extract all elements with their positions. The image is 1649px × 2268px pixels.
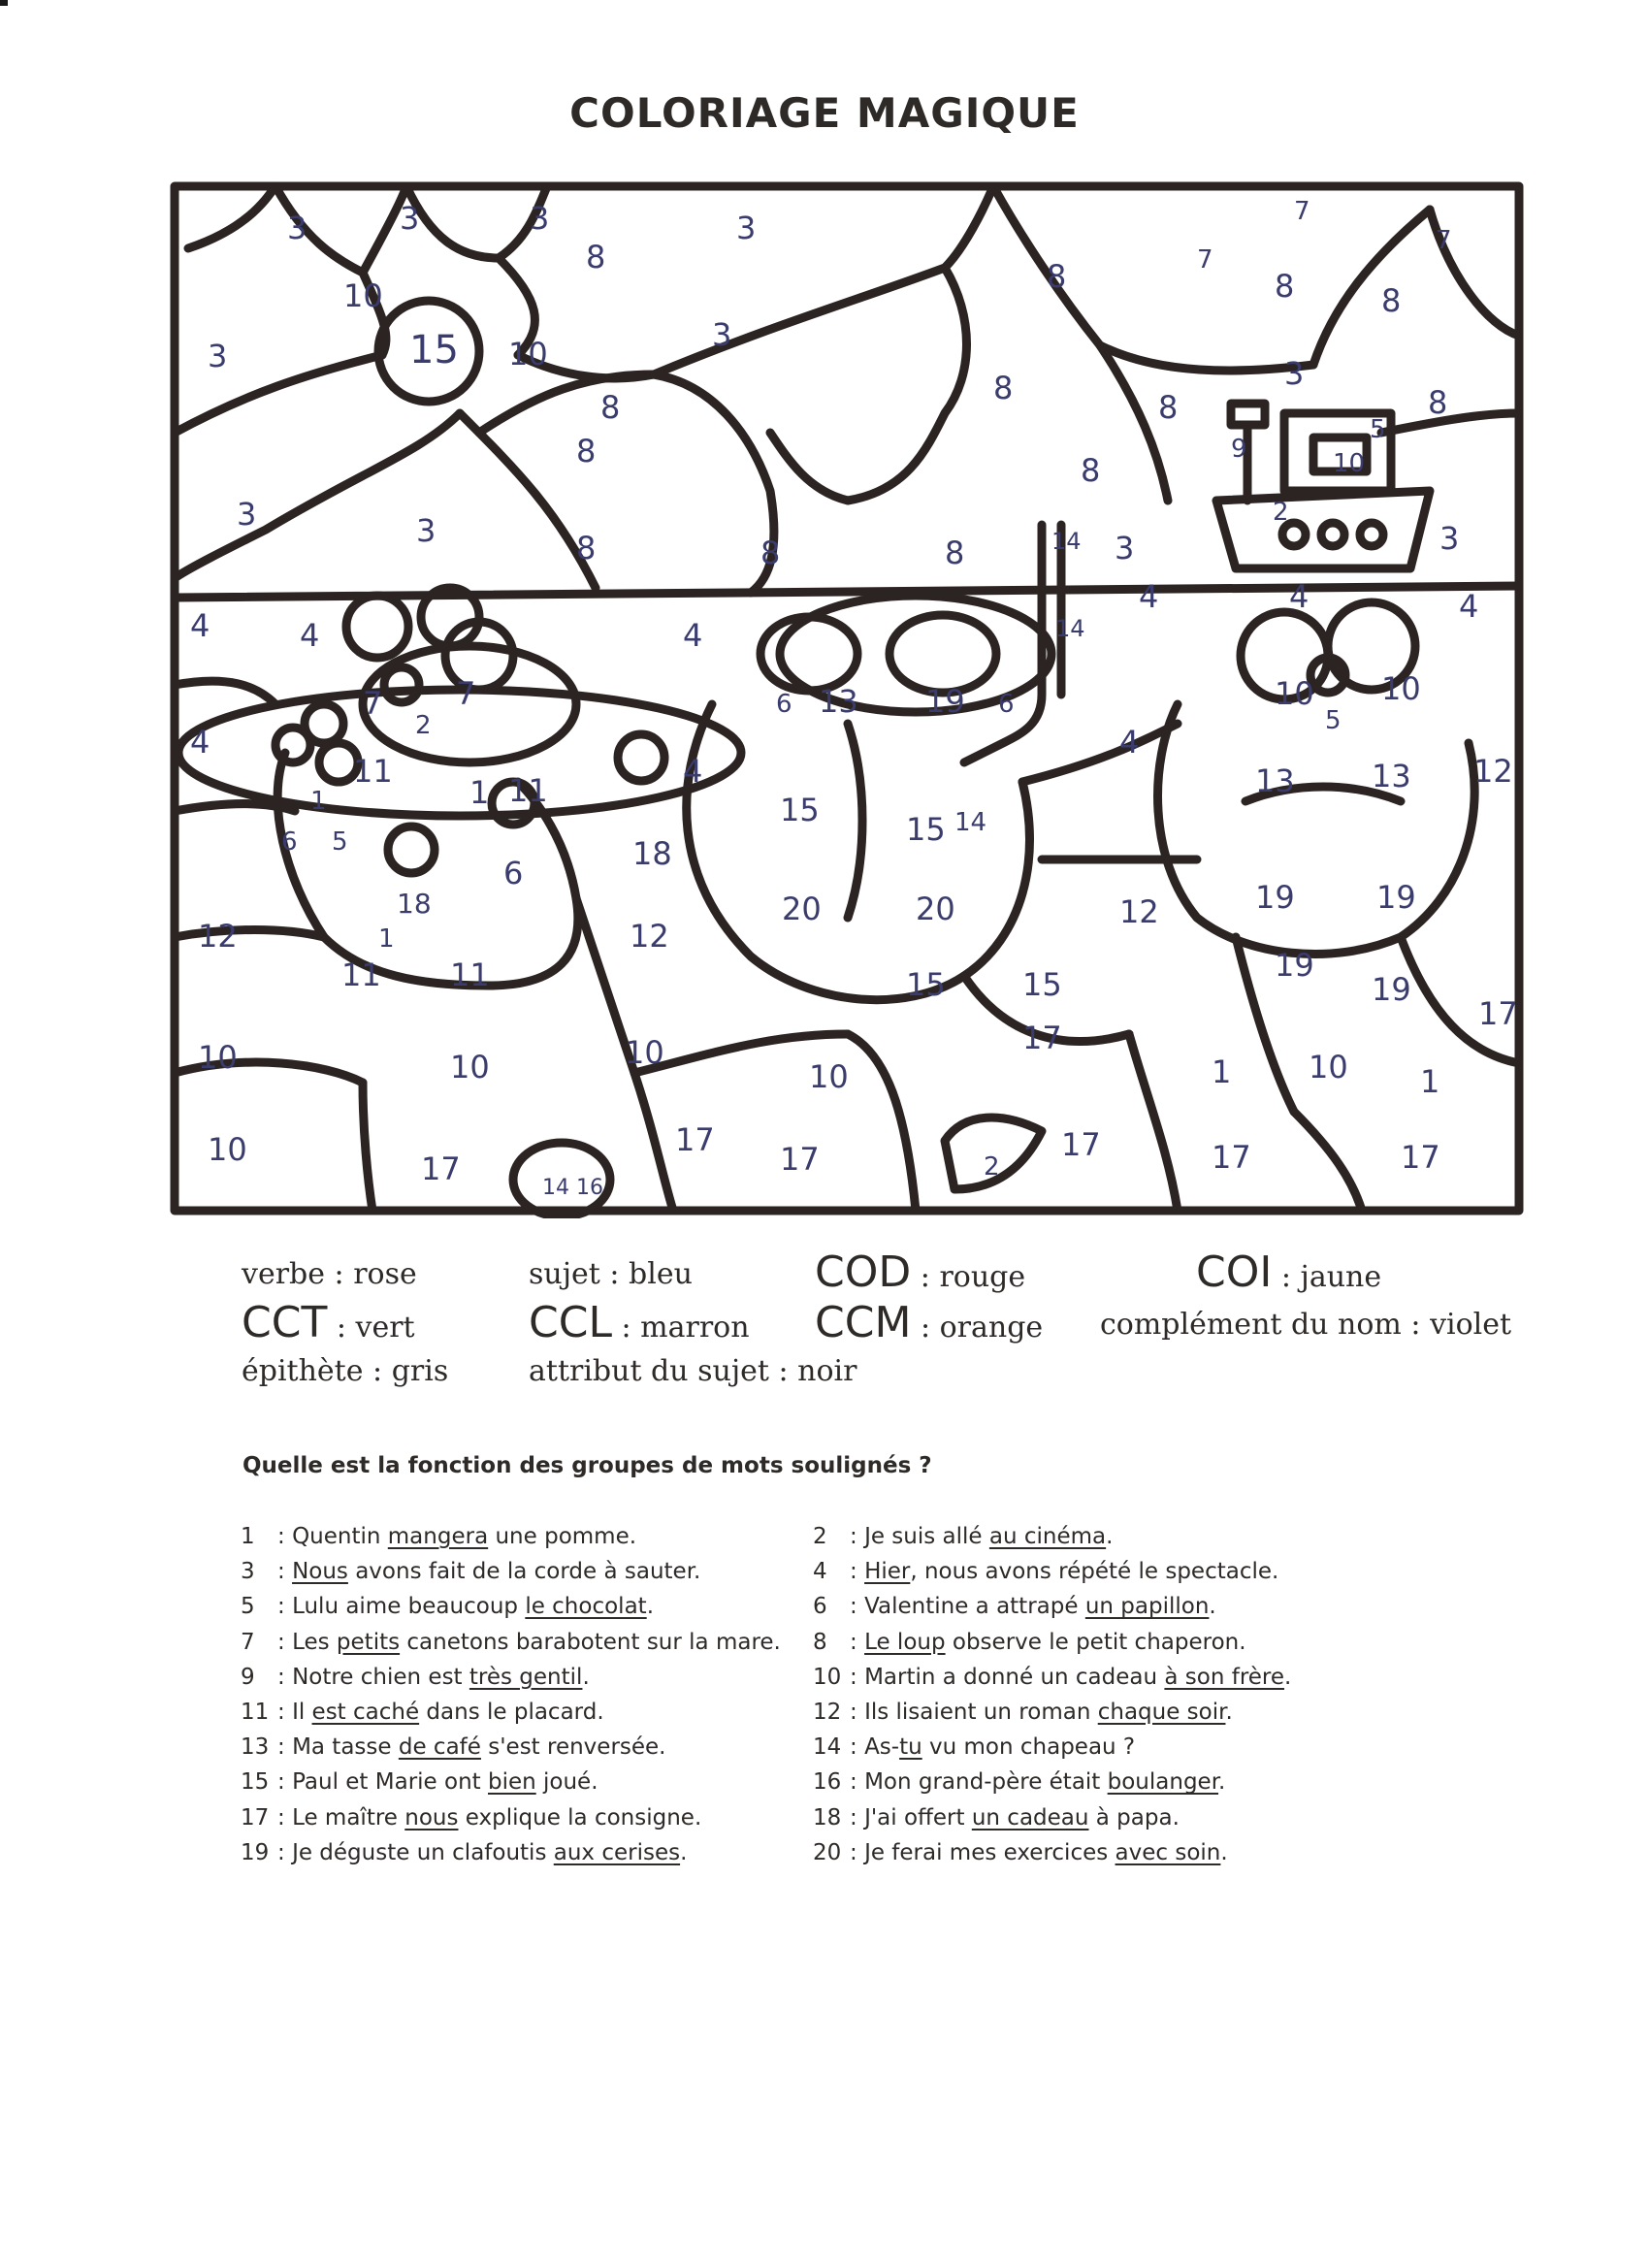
page-title: COLORIAGE MAGIQUE bbox=[569, 89, 1080, 137]
svg-text:4: 4 bbox=[1459, 588, 1479, 625]
sentences-right-column bbox=[813, 1519, 1291, 1870]
underlined-group: est caché bbox=[311, 1699, 420, 1725]
svg-text:20: 20 bbox=[916, 891, 955, 927]
svg-text:10: 10 bbox=[1275, 675, 1314, 712]
svg-text:3: 3 bbox=[1439, 520, 1460, 557]
underlined-group: Nous bbox=[292, 1559, 348, 1585]
region-number: 3 bbox=[287, 210, 307, 246]
svg-text:3: 3 bbox=[237, 496, 257, 533]
sentence-item: 15 : Paul et Marie ont bien joué. bbox=[241, 1769, 598, 1796]
legend-ccm: CCM : orange bbox=[815, 1298, 1044, 1347]
svg-text:8: 8 bbox=[1047, 258, 1067, 295]
sentence-item: 2 : Je suis allé au cinéma. bbox=[813, 1524, 1114, 1549]
svg-text:8: 8 bbox=[993, 370, 1014, 406]
coloring-drawing bbox=[169, 180, 1527, 1218]
underlined-group: avec soin bbox=[1115, 1839, 1221, 1865]
svg-text:11: 11 bbox=[450, 956, 490, 993]
svg-text:13: 13 bbox=[819, 683, 858, 720]
sentence-item: 12 : Ils lisaient un roman chaque soir. bbox=[813, 1699, 1233, 1725]
svg-text:19: 19 bbox=[1275, 947, 1314, 984]
svg-text:8: 8 bbox=[1428, 384, 1448, 421]
svg-text:9: 9 bbox=[1231, 435, 1247, 464]
svg-text:15: 15 bbox=[1022, 966, 1062, 1003]
snorkel bbox=[964, 525, 1042, 762]
sentence-item: 7 : Les petits canetons barabotent sur la mare. bbox=[241, 1629, 781, 1655]
svg-text:12: 12 bbox=[198, 918, 238, 955]
sentence-item: 4 : Hier, nous avons répété le spectacle. bbox=[813, 1559, 1279, 1585]
underlined-group: à son frère bbox=[1164, 1664, 1285, 1690]
svg-text:14 16: 14 16 bbox=[542, 1176, 603, 1200]
svg-text:17: 17 bbox=[1022, 1020, 1062, 1056]
svg-text:3: 3 bbox=[416, 512, 436, 549]
svg-text:4: 4 bbox=[683, 753, 703, 790]
svg-text:3: 3 bbox=[1115, 530, 1135, 567]
svg-text:8: 8 bbox=[945, 535, 965, 571]
svg-text:7: 7 bbox=[1197, 245, 1213, 275]
svg-text:8: 8 bbox=[586, 239, 606, 275]
svg-text:12: 12 bbox=[1119, 893, 1159, 930]
svg-text:15: 15 bbox=[409, 328, 459, 373]
sentence-item: 14 : As-tu vu mon chapeau ? bbox=[813, 1734, 1136, 1761]
svg-text:7: 7 bbox=[456, 675, 476, 712]
underlined-group: tu bbox=[899, 1734, 922, 1761]
svg-text:11: 11 bbox=[353, 753, 393, 790]
svg-text:10: 10 bbox=[1333, 449, 1366, 478]
sentence-item: 18 : J'ai offert un cadeau à papa. bbox=[813, 1804, 1180, 1831]
underlined-group: aux cerises bbox=[553, 1839, 681, 1865]
sentence-item: 5 : Lulu aime beaucoup le chocolat. bbox=[241, 1594, 654, 1620]
svg-text:11: 11 bbox=[341, 956, 381, 993]
svg-text:13: 13 bbox=[1372, 758, 1411, 794]
sentence-item: 17 : Le maître nous explique la consigne. bbox=[241, 1804, 702, 1831]
sentence-item: 3 : Nous avons fait de la corde à sauter. bbox=[241, 1559, 701, 1585]
sentence-item: 16 : Mon grand-père était boulanger. bbox=[813, 1769, 1226, 1796]
legend-attribut: attribut du sujet : noir bbox=[529, 1354, 857, 1388]
svg-text:13: 13 bbox=[1255, 762, 1295, 799]
sentence-item: 1 : Quentin mangera une pomme. bbox=[241, 1524, 637, 1549]
svg-text:1: 1 bbox=[1212, 1053, 1232, 1090]
underlined-group: de café bbox=[398, 1734, 481, 1761]
svg-text:19: 19 bbox=[1376, 879, 1416, 916]
svg-text:1: 1 bbox=[378, 924, 395, 954]
sentence-item: 8 : Le loup observe le petit chaperon. bbox=[813, 1629, 1246, 1655]
svg-text:17: 17 bbox=[1401, 1139, 1440, 1176]
svg-text:4: 4 bbox=[300, 617, 320, 654]
svg-text:17: 17 bbox=[1212, 1139, 1251, 1176]
svg-text:18: 18 bbox=[397, 888, 432, 920]
svg-text:3: 3 bbox=[736, 210, 757, 246]
svg-text:17: 17 bbox=[421, 1150, 461, 1187]
svg-text:17: 17 bbox=[1478, 995, 1518, 1032]
svg-text:4: 4 bbox=[683, 617, 703, 654]
svg-text:10: 10 bbox=[198, 1039, 238, 1076]
svg-text:5: 5 bbox=[1370, 415, 1386, 444]
svg-text:10: 10 bbox=[450, 1049, 490, 1085]
svg-text:6: 6 bbox=[998, 690, 1015, 719]
svg-text:8: 8 bbox=[1158, 389, 1179, 426]
svg-text:8: 8 bbox=[576, 433, 597, 470]
svg-text:10: 10 bbox=[1309, 1049, 1348, 1085]
svg-text:17: 17 bbox=[780, 1141, 820, 1178]
svg-text:2: 2 bbox=[984, 1152, 1000, 1182]
svg-text:6: 6 bbox=[503, 855, 524, 891]
svg-text:1: 1 bbox=[469, 774, 490, 811]
legend-cod: COD : rouge bbox=[815, 1247, 1026, 1297]
svg-text:14: 14 bbox=[1051, 528, 1082, 555]
underlined-group: très gentil bbox=[469, 1664, 583, 1690]
svg-text:8: 8 bbox=[576, 530, 597, 567]
svg-text:14: 14 bbox=[954, 808, 987, 837]
svg-text:5: 5 bbox=[332, 827, 348, 857]
svg-text:1: 1 bbox=[1420, 1063, 1440, 1100]
svg-text:15: 15 bbox=[906, 811, 946, 848]
svg-text:10: 10 bbox=[809, 1058, 849, 1095]
sentence-item: 11 : Il est caché dans le placard. bbox=[241, 1699, 604, 1725]
underlined-group: chaque soir bbox=[1097, 1699, 1226, 1725]
underlined-group: bien bbox=[487, 1769, 536, 1796]
exercise-question: Quelle est la fonction des groupes de mots soulignés ? bbox=[242, 1453, 932, 1478]
svg-text:12: 12 bbox=[1473, 753, 1513, 790]
scan-corner-mark bbox=[0, 0, 8, 6]
svg-text:15: 15 bbox=[780, 792, 820, 828]
svg-text:20: 20 bbox=[782, 891, 822, 927]
legend-ccl: CCL : marron bbox=[529, 1298, 750, 1347]
sentence-item: 10 : Martin a donné un cadeau à son frère. bbox=[813, 1664, 1292, 1690]
legend-cct: CCT : vert bbox=[242, 1298, 415, 1347]
legend-epithete: épithète : gris bbox=[242, 1354, 449, 1388]
svg-text:3: 3 bbox=[208, 338, 228, 374]
svg-text:10: 10 bbox=[625, 1034, 664, 1071]
svg-text:3: 3 bbox=[530, 200, 550, 237]
legend-complement-du-nom: complément du nom : violet bbox=[1100, 1308, 1512, 1342]
sentence-item: 20 : Je ferai mes exercices avec soin. bbox=[813, 1839, 1228, 1865]
svg-text:3: 3 bbox=[712, 316, 732, 353]
svg-text:8: 8 bbox=[1081, 452, 1101, 489]
svg-text:4: 4 bbox=[190, 607, 210, 644]
svg-text:19: 19 bbox=[1255, 879, 1295, 916]
underlined-group: Le loup bbox=[864, 1629, 946, 1655]
sentence-item: 6 : Valentine a attrapé un papillon. bbox=[813, 1594, 1216, 1620]
svg-text:11: 11 bbox=[508, 772, 548, 809]
underlined-group: nous bbox=[404, 1804, 459, 1831]
svg-text:10: 10 bbox=[508, 336, 548, 373]
svg-text:4: 4 bbox=[1289, 578, 1310, 615]
svg-text:15: 15 bbox=[906, 966, 946, 1003]
svg-text:5: 5 bbox=[1325, 706, 1342, 735]
svg-text:17: 17 bbox=[1061, 1126, 1101, 1163]
svg-text:10: 10 bbox=[343, 277, 383, 314]
svg-text:12: 12 bbox=[630, 918, 669, 955]
coloring-picture bbox=[169, 180, 1527, 1218]
svg-text:19: 19 bbox=[925, 683, 965, 720]
svg-text:2: 2 bbox=[415, 711, 432, 740]
svg-text:6: 6 bbox=[281, 827, 298, 857]
underlined-group: boulanger bbox=[1107, 1769, 1219, 1796]
legend-coi: COI : jaune bbox=[1196, 1247, 1382, 1297]
svg-text:8: 8 bbox=[600, 389, 621, 426]
svg-text:4: 4 bbox=[1139, 578, 1159, 615]
svg-text:17: 17 bbox=[675, 1121, 715, 1158]
svg-text:1: 1 bbox=[310, 787, 327, 816]
svg-text:10: 10 bbox=[208, 1131, 247, 1168]
svg-text:7: 7 bbox=[363, 685, 383, 722]
svg-text:14: 14 bbox=[1055, 615, 1085, 642]
sentence-item: 13 : Ma tasse de café s'est renversée. bbox=[241, 1734, 666, 1761]
legend-sujet: sujet : bleu bbox=[529, 1257, 693, 1291]
svg-text:7: 7 bbox=[1436, 226, 1452, 255]
svg-text:7: 7 bbox=[1294, 197, 1310, 226]
svg-text:8: 8 bbox=[760, 535, 781, 571]
svg-text:2: 2 bbox=[1273, 498, 1289, 527]
legend-verbe: verbe : rose bbox=[242, 1257, 417, 1291]
svg-text:19: 19 bbox=[1372, 971, 1411, 1008]
underlined-group: le chocolat bbox=[525, 1594, 647, 1620]
underlined-group: au cinéma bbox=[988, 1524, 1107, 1549]
sentence-item: 19 : Je déguste un clafoutis aux cerises. bbox=[241, 1839, 688, 1865]
svg-text:3: 3 bbox=[1284, 355, 1305, 392]
underlined-group: petits bbox=[336, 1629, 401, 1655]
sentences-left-column bbox=[241, 1519, 781, 1870]
underlined-group: mangera bbox=[387, 1524, 489, 1549]
underlined-group: un cadeau bbox=[971, 1804, 1089, 1831]
svg-text:3: 3 bbox=[400, 200, 420, 237]
svg-text:4: 4 bbox=[1119, 724, 1140, 761]
svg-text:18: 18 bbox=[632, 835, 672, 872]
svg-text:4: 4 bbox=[190, 724, 210, 761]
sentence-item: 9 : Notre chien est très gentil. bbox=[241, 1664, 590, 1690]
svg-text:6: 6 bbox=[776, 690, 792, 719]
svg-text:8: 8 bbox=[1275, 268, 1295, 305]
svg-text:8: 8 bbox=[1381, 282, 1402, 319]
svg-text:10: 10 bbox=[1381, 670, 1421, 707]
underlined-group: un papillon bbox=[1084, 1594, 1210, 1620]
underlined-group: Hier bbox=[864, 1559, 911, 1585]
